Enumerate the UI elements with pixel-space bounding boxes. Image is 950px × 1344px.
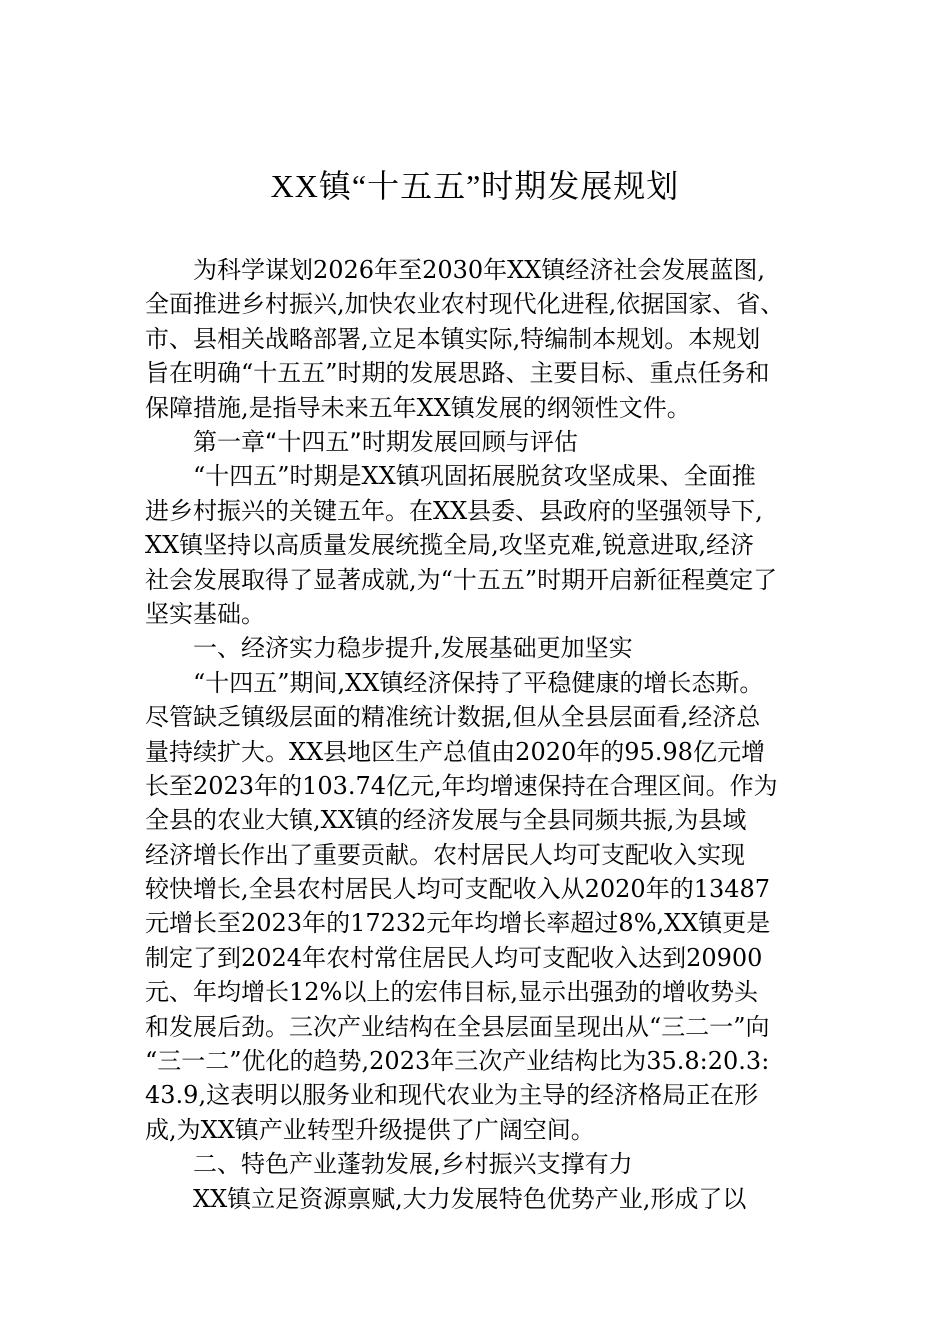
text-line: 旨在明确“十五五”时期的发展思路、主要目标、重点任务和: [145, 359, 770, 388]
text-line: 坚实基础。: [145, 599, 265, 628]
text-line: 元增长至2023年的17232元年均增长率超过8%,XX镇更是: [145, 909, 771, 938]
text-line: 进乡村振兴的关键五年。在XX县委、县政府的坚强领导下,: [145, 496, 763, 525]
text-line: 全县的农业大镇,XX镇的经济发展与全县同频共振,为县域: [145, 806, 747, 835]
text-line: 较快增长,全县农村居民人均可支配收入从2020年的13487: [145, 875, 771, 904]
paragraph-intro: [145, 253, 807, 425]
text-line: “十四五”时期是XX镇巩固拓展脱贫攻坚成果、全面推: [193, 462, 756, 491]
section-heading: 二、特色产业蓬勃发展,乡村振兴支撑有力: [193, 1150, 633, 1179]
paragraph-industry: [145, 1182, 807, 1216]
text-line: 和发展后劲。三次产业结构在全县层面呈现出从“三二一”向: [145, 1012, 770, 1041]
text-line: 成,为XX镇产业转型升级提供了广阔空间。: [145, 1115, 595, 1144]
text-line: 市、县相关战略部署,立足本镇实际,特编制本规划。本规划: [145, 324, 761, 353]
text-line: 尽管缺乏镇级层面的精准统计数据,但从全县层面看,经济总: [145, 703, 761, 732]
text-line: “十四五”期间,XX镇经济保持了平稳健康的增长态斯。: [193, 668, 764, 697]
text-line: 经济增长作出了重要贡献。农村居民人均可支配收入实现: [145, 840, 745, 869]
document-title: XX镇“十五五”时期发展规划: [270, 168, 680, 204]
section-heading: 一、经济实力稳步提升,发展基础更加坚实: [193, 634, 633, 663]
text-line: XX镇坚持以高质量发展统揽全局,攻坚克难,锐意进取,经济: [145, 531, 755, 560]
text-line: 量持续扩大。XX县地区生产总值由2020年的95.98亿元增: [145, 737, 765, 766]
text-line: 长至2023年的103.74亿元,年均增速保持在合理区间。作为: [145, 771, 778, 800]
text-line: 社会发展取得了显著成就,为“十五五”时期开启新征程奠定了: [145, 565, 778, 594]
document-body: [145, 253, 807, 1216]
text-line: XX镇立足资源禀赋,大力发展特色优势产业,形成了以: [193, 1184, 747, 1213]
text-line: 制定了到2024年农村常住居民人均可支配收入达到20900: [145, 943, 763, 972]
paragraph-review: [145, 459, 807, 631]
chapter-heading: 第一章“十四五”时期发展回顾与评估: [193, 427, 578, 456]
text-line: 43.9,这表明以服务业和现代农业为主导的经济格局正在形: [145, 1081, 759, 1110]
text-line: 元、年均增长12%以上的宏伟目标,显示出强劲的增收势头: [145, 978, 758, 1007]
text-line: 为科学谋划2026年至2030年XX镇经济社会发展蓝图,: [193, 256, 765, 284]
text-line: 保障措施,是指导未来五年XX镇发展的纲领性文件。: [145, 393, 691, 422]
text-line: “三一二”优化的趋势,2023年三次产业结构比为35.8:20.3:: [145, 1047, 770, 1076]
text-line: 全面推进乡村振兴,加快农业农村现代化进程,依据国家、省、: [145, 290, 785, 319]
paragraph-economy: [145, 666, 807, 1147]
